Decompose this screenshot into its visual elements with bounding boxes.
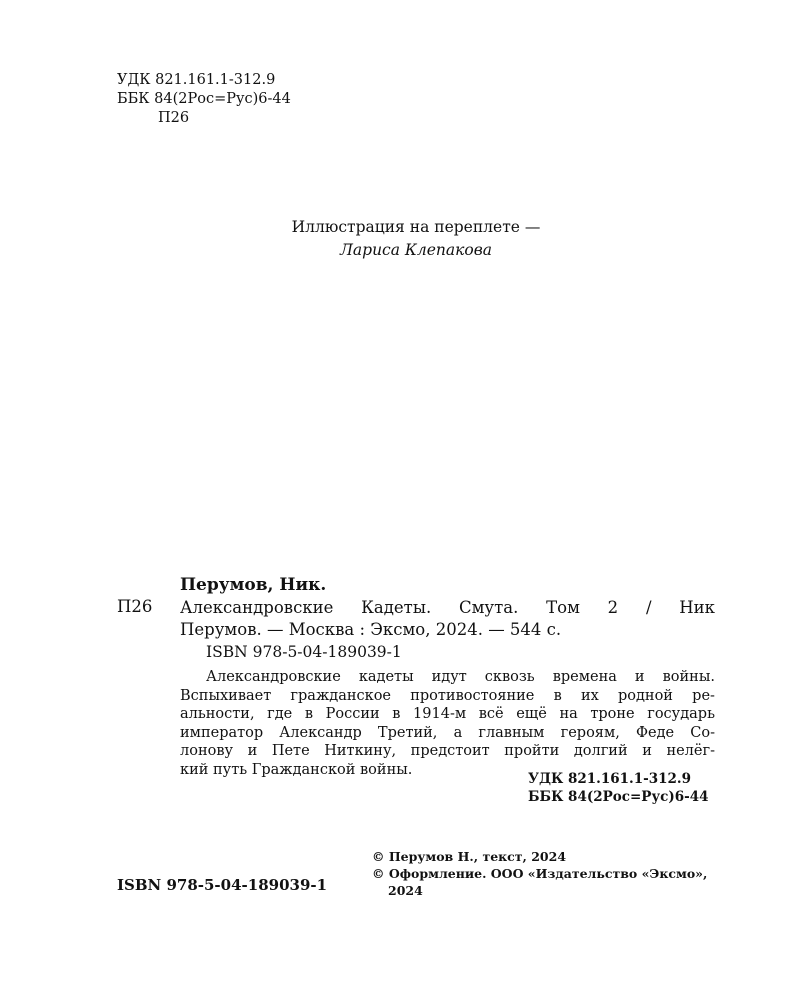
title-word: Том xyxy=(546,598,580,617)
catalog-call-mark: П26 xyxy=(117,597,153,616)
title-word: Кадеты. xyxy=(361,598,432,617)
annotation-word: альности, xyxy=(180,706,255,723)
catalog-author: Перумов, Ник. xyxy=(180,575,327,595)
annotation-word: 1914-м xyxy=(413,706,467,723)
title-word: 2 xyxy=(607,598,619,617)
annotation-word: император xyxy=(180,724,264,741)
illustration-label: Иллюстрация на переплете — xyxy=(291,218,541,236)
bbk-code: ББК 84(2Рос=Рус)6-44 xyxy=(117,91,291,107)
annotation-word: долгий xyxy=(573,743,628,760)
title-word: Ник xyxy=(679,598,715,617)
annotation-word: пройти xyxy=(504,743,560,760)
catalog-title-line2: Перумов. — Москва : Эксмо, 2024. — 544 с. xyxy=(180,620,562,639)
catalog-bbk: ББК 84(2Рос=Рус)6-44 xyxy=(528,789,709,805)
annotation-word: гражданское xyxy=(290,687,392,704)
annotation xyxy=(180,668,715,780)
annotation-word: Александровские xyxy=(206,669,341,685)
title-word: / xyxy=(645,598,652,617)
annotation-line xyxy=(180,687,715,706)
footer-isbn: ISBN 978-5-04-189039-1 xyxy=(117,876,328,894)
annotation-word: лонову xyxy=(180,743,234,760)
copyright-text: © Перумов Н., текст, 2024 xyxy=(372,849,567,864)
annotation-word: кий путь Гражданской войны. xyxy=(180,761,413,778)
annotation-word: Вспыхивает xyxy=(180,687,272,704)
annotation-word: и xyxy=(634,669,645,685)
annotation-word: героям, xyxy=(560,724,620,741)
annotation-word: родной xyxy=(617,687,673,704)
catalog-udk: УДК 821.161.1-312.9 xyxy=(528,771,691,787)
annotation-word: противостояние xyxy=(410,687,535,704)
annotation-word: идут xyxy=(431,669,467,685)
annotation-word: ре- xyxy=(692,687,715,704)
annotation-word: государь xyxy=(647,706,715,723)
author-mark: П26 xyxy=(158,110,190,126)
annotation-word: и xyxy=(247,743,258,760)
annotation-line xyxy=(180,742,715,761)
annotation-word: главным xyxy=(478,724,545,741)
annotation-word: в xyxy=(553,687,562,704)
annotation-word: всё xyxy=(478,706,504,723)
annotation-line xyxy=(180,668,715,687)
annotation-word: нелёг- xyxy=(666,743,715,760)
annotation-word: Третий, xyxy=(377,724,438,741)
catalog-title xyxy=(180,597,715,641)
title-word: Александровские xyxy=(180,598,334,617)
annotation-word: в xyxy=(304,706,314,723)
annotation-word: времена xyxy=(552,669,617,685)
copyright-design: © Оформление. ООО «Издательство «Эксмо», xyxy=(372,866,708,881)
annotation-word: Со- xyxy=(690,724,715,741)
annotation-word: Ниткину, xyxy=(324,743,397,760)
annotation-word: войны. xyxy=(662,669,715,685)
annotation-word: ещё xyxy=(516,706,547,723)
copyright-block xyxy=(372,848,732,899)
illustration-artist: Лариса Клепакова xyxy=(339,241,493,259)
annotation-word: а xyxy=(453,724,463,741)
annotation-word: сквозь xyxy=(484,669,535,685)
annotation-word: в xyxy=(392,706,401,723)
annotation-word: Феде xyxy=(635,724,675,741)
annotation-word: троне xyxy=(590,706,635,723)
copyright-design-year: 2024 xyxy=(388,883,423,898)
udk-code: УДК 821.161.1-312.9 xyxy=(117,72,276,88)
annotation-word: и xyxy=(642,743,652,760)
annotation-word: Пете xyxy=(271,743,310,760)
classification-codes xyxy=(117,71,291,128)
illustration-credit xyxy=(0,216,800,262)
annotation-line xyxy=(180,724,715,743)
annotation-word: где xyxy=(267,706,293,723)
annotation-word: Александр xyxy=(279,724,362,741)
annotation-word: предстоит xyxy=(410,743,490,760)
catalog-isbn: ISBN 978-5-04-189039-1 xyxy=(206,643,402,661)
annotation-word: их xyxy=(580,687,599,704)
annotation-word: кадеты xyxy=(358,669,414,685)
catalog-codes xyxy=(528,770,709,806)
title-word: Смута. xyxy=(458,598,519,617)
annotation-word: на xyxy=(559,706,578,723)
catalog-title-line1 xyxy=(180,597,715,619)
annotation-word: России xyxy=(325,706,380,723)
annotation-line xyxy=(180,705,715,724)
